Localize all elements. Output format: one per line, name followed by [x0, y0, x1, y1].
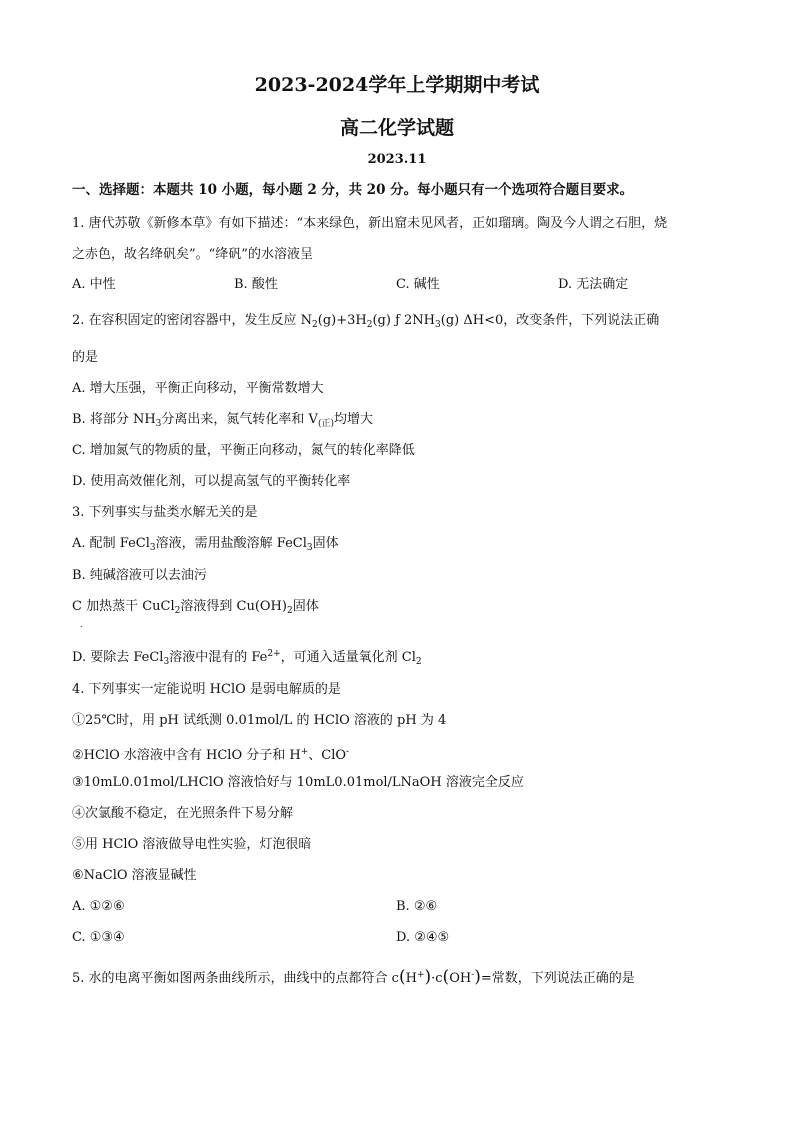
q3-option-d-part: 溶液中混有的 Fe	[169, 650, 268, 665]
q5-stem-part: =常数，下列说法正确的是	[480, 971, 635, 986]
q2-stem-part: (g) ƒ 2NH	[372, 313, 436, 328]
q5-stem-part: ·c	[431, 971, 443, 986]
q3-option-a-part: A. 配制 FeCl	[72, 536, 150, 551]
q2-stem-line1	[72, 312, 659, 334]
q4-item-2-superscript: -	[346, 747, 350, 757]
q5-superscript: -	[471, 970, 475, 980]
q2-option-b-part: B. 将部分 NH	[72, 412, 156, 427]
q1-option-d: D. 无法确定	[558, 277, 629, 292]
q3-option-a-subscript: 3	[306, 543, 313, 553]
q3-option-d-subscript: 3	[163, 657, 170, 667]
q3-option-d-superscript: 2+	[267, 649, 281, 659]
q3-stem: 3. 下列事实与盐类水解无关的是	[72, 505, 258, 520]
q1-option-b: B. 酸性	[234, 277, 278, 292]
q2-stem-part: 2. 在容积固定的密闭容器中，发生反应 N	[72, 313, 313, 328]
q2-stem-part: (g)+3H	[317, 313, 367, 328]
q3-option-c-subscript: 2	[174, 606, 181, 616]
q2-option-d: D. 使用高效催化剂，可以提高氢气的平衡转化率	[72, 474, 351, 489]
q4-item-2	[72, 743, 349, 765]
q4-option-d: D. ②④⑤	[396, 930, 450, 945]
q1-stem-line1: 1. 唐代苏敬《新修本草》有如下描述：“本来绿色，新出窟未见风者，正如瑠璃。陶及今人谓之石胆，烧	[72, 216, 668, 231]
q4-option-c: C. ①③④	[72, 930, 125, 945]
q2-option-a: A. 增大压强，平衡正向移动，平衡常数增大	[72, 381, 324, 396]
q2-option-b	[72, 411, 373, 433]
exam-title: 2023-2024学年上学期期中考试	[254, 74, 540, 96]
q5-stem-part: 5. 水的电离平衡如图两条曲线所示，曲线中的点都符合 c	[72, 971, 399, 986]
q5-superscript: +	[416, 970, 425, 980]
q4-item-6: ⑥NaClO 溶液显碱性	[72, 868, 197, 883]
q3-option-a-part: 溶液，需用盐酸溶解 FeCl	[155, 536, 307, 551]
q3-option-a-subscript: 3	[149, 543, 156, 553]
q2-stem-part: (g) ΔH<0，改变条件，下列说法正确	[440, 313, 660, 328]
q2-option-b-part: 分离出来，氮气转化率和 V	[161, 412, 318, 427]
q2-subscript: 2	[312, 320, 318, 330]
q2-option-b-subscript: (正)	[317, 419, 334, 429]
q1-stem-line2: 之赤色，故名绛矾矣”。“绛矾”的水溶液呈	[72, 247, 313, 262]
q4-item-2-part: ②HClO 水溶液中含有 HClO 分子和 H	[72, 748, 301, 763]
q3-option-c	[72, 598, 319, 620]
q2-option-b-part: 均增大	[333, 412, 373, 427]
q3-option-c-part: C 加热蒸干 CuCl	[72, 599, 175, 614]
exam-subject-title: 高二化学试题	[339, 117, 454, 139]
q3-option-b: B. 纯碱溶液可以去油污	[72, 568, 207, 583]
q1-option-c: C. 碱性	[396, 277, 440, 292]
q3-option-c-part: 溶液得到 Cu(OH)	[180, 599, 287, 614]
q4-item-2-superscript: +	[300, 747, 309, 757]
q3-option-c-stray-dot: .	[80, 620, 83, 629]
q5-hydroxide-ion: OH	[449, 971, 472, 986]
q5-right-paren: )	[424, 967, 432, 987]
q4-option-a: A. ①②⑥	[72, 899, 125, 914]
q4-item-4: ④次氯酸不稳定，在光照条件下易分解	[72, 806, 294, 821]
q3-option-d	[72, 645, 422, 671]
q5-stem	[72, 966, 635, 988]
q3-option-d-part: D. 要除去 FeCl	[72, 650, 164, 665]
q3-option-d-subscript: 2	[415, 657, 422, 667]
q2-subscript: 3	[435, 320, 441, 330]
q2-option-c: C. 增加氮气的物质的量，平衡正向移动，氮气的转化率降低	[72, 443, 415, 458]
q2-option-b-subscript: 3	[155, 419, 162, 429]
q4-item-2-part: 、ClO	[308, 748, 347, 763]
q4-stem: 4. 下列事实一定能说明 HClO 是弱电解质的是	[72, 682, 341, 697]
q2-subscript: 2	[366, 320, 373, 330]
q3-option-d-part: ，可通入适量氧化剂 Cl	[280, 650, 416, 665]
exam-date: 2023.11	[367, 152, 427, 167]
q4-option-b: B. ②⑥	[396, 899, 438, 914]
q2-stem-line2: 的是	[72, 350, 99, 365]
q3-option-a	[72, 535, 339, 557]
q5-right-paren: )	[474, 967, 481, 987]
q3-option-c-subscript: 2	[286, 606, 293, 616]
q4-item-5: ⑤用 HClO 溶液做导电性实验，灯泡很暗	[72, 837, 312, 852]
q5-left-paren: (	[442, 967, 450, 987]
q5-hydrogen-ion: H	[405, 971, 417, 986]
section-heading: 一、选择题：本题共 10 小题，每小题 2 分，共 20 分。每小题只有一个选项符合题目要求。	[72, 182, 634, 198]
q4-item-1: ①25℃时，用 pH 试纸测 0.01mol/L 的 HClO 溶液的 pH 为 4	[72, 713, 447, 728]
q5-left-paren: (	[398, 967, 406, 987]
q4-item-3: ③10mL0.01mol/LHClO 溶液恰好与 10mL0.01mol/LNaOH 溶液完全反应	[72, 775, 524, 790]
q3-option-a-part: 固体	[312, 536, 339, 551]
q3-option-c-part: 固体	[292, 599, 319, 614]
q1-option-a: A. 中性	[72, 277, 116, 292]
